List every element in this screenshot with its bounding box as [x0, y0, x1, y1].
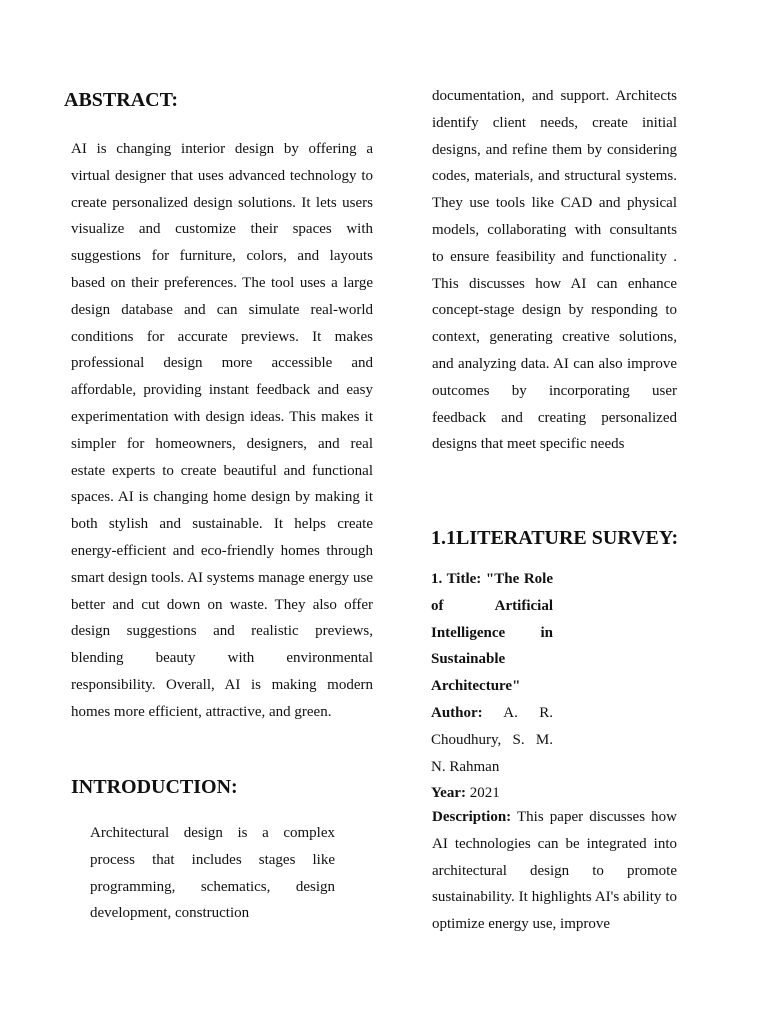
literature-survey-heading: 1.1LITERATURE SURVEY:: [431, 527, 679, 549]
entry-description-text: This paper discusses how AI technologies can be integrated into architectural design to promote sustainability. It highlights AI's ability to optimize energy use, improve: [432, 809, 677, 933]
entry-title-label: 1. Title:: [431, 571, 482, 587]
introduction-text-continued: documentation, and support. Architects identify client needs, create initial designs, and refine them by considering codes, materials, and structural systems. They use tools like CAD and physical models, collaborating with consultants to ensure feasibility and functionality . This discusses how AI can enhance concept-stage design by responding to context, generating creative solutions, and analyzing data. AI can also improve outcomes by incorporating user feedback and creating personalized designs that meet specific needs: [432, 88, 677, 453]
entry-year: 2021: [469, 785, 500, 802]
entry-author-label: Author:: [431, 704, 483, 721]
literature-entry: [431, 566, 553, 807]
entry-description: [432, 804, 677, 938]
introduction-text-start: Architectural design is a complex process that includes stages like programming, schematics, design development, construction: [90, 825, 335, 922]
entry-year-label: Year:: [431, 785, 466, 802]
entry-description-label: Description:: [432, 809, 512, 825]
introduction-heading: INTRODUCTION:: [71, 776, 238, 798]
entry-author-line: [431, 700, 553, 780]
abstract-text: AI is changing interior design by offering a virtual designer that uses advanced technology to create personalized design solutions. It lets users visualize and customize their spaces with suggestions for furniture, colors, and layouts based on their preferences. The tool uses a large design database and can simulate real-world conditions for accurate previews. It makes professional design more accessible and affordable, providing instant feedback and easy experimentation with design ideas. This makes it simpler for homeowners, designers, and real estate experts to create beautiful and functional spaces. AI is changing home design by making it both stylish and sustainable. It helps create energy-efficient and eco-friendly homes through smart design tools. AI systems manage energy use better and cut down on waste. They also offer design suggestions and realistic previews, blending beauty with environmental responsibility. Overall, AI is making modern homes more efficient, attractive, and green.: [71, 141, 373, 720]
entry-title: "The Role of Artificial Intelligence in Sustainable Architecture": [431, 571, 553, 695]
abstract-heading: ABSTRACT:: [64, 89, 179, 111]
entry-author: A. R. Choudhury, S. M. N. Rahman: [431, 704, 553, 775]
